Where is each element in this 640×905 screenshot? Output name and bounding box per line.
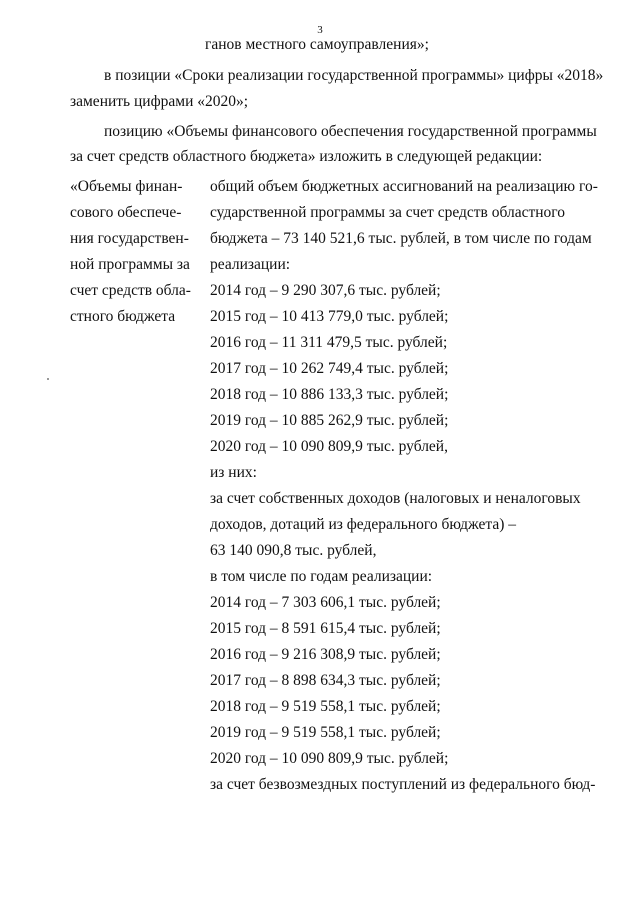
value-line: 2019 год – 10 885 262,9 тыс. рублей;	[210, 412, 449, 429]
position-label-line: ния государствен-	[70, 230, 189, 247]
intro-line-5: за счет средств областного бюджета» изложить в следующей редакции:	[70, 148, 543, 165]
value-line: доходов, дотаций из федерального бюджета) –	[210, 516, 517, 533]
value-line: сударственной программы за счет средств областного	[210, 204, 566, 221]
position-label-line: стного бюджета	[70, 308, 176, 325]
value-line: 2018 год – 9 519 558,1 тыс. рублей;	[210, 698, 441, 715]
value-line: 2014 год – 7 303 606,1 тыс. рублей;	[210, 594, 441, 611]
intro-line-2: в позиции «Сроки реализации государственной программы» цифры «2018»	[104, 67, 604, 84]
position-label-line: ной программы за	[70, 256, 190, 273]
value-line: 2019 год – 9 519 558,1 тыс. рублей;	[210, 724, 441, 741]
value-line: 2014 год – 9 290 307,6 тыс. рублей;	[210, 282, 441, 299]
value-line: 2017 год – 8 898 634,3 тыс. рублей;	[210, 672, 441, 689]
position-label-cell	[70, 177, 200, 333]
value-line: общий объем бюджетных ассигнований на реализацию го-	[210, 178, 598, 195]
page-number: 3	[317, 24, 323, 36]
value-line: 2018 год – 10 886 133,3 тыс. рублей;	[210, 386, 449, 403]
value-line: 63 140 090,8 тыс. рублей,	[210, 542, 377, 559]
value-line: бюджета – 73 140 521,6 тыс. рублей, в том числе по годам	[210, 230, 592, 247]
value-line: реализации:	[210, 256, 291, 273]
value-line: 2020 год – 10 090 809,9 тыс. рублей,	[210, 438, 448, 455]
position-label-line: счет средств обла-	[70, 282, 191, 299]
value-line: за счет безвозмездных поступлений из федерального бюд-	[210, 776, 596, 793]
scan-speck	[47, 378, 49, 380]
value-line: 2020 год – 10 090 809,9 тыс. рублей;	[210, 750, 449, 767]
intro-line-4: позицию «Объемы финансового обеспечения государственной программы	[104, 123, 597, 140]
position-label-line: «Объемы финан-	[70, 178, 183, 195]
value-line: 2016 год – 9 216 308,9 тыс. рублей;	[210, 646, 441, 663]
value-line: из них:	[210, 464, 257, 481]
value-line: 2016 год – 11 311 479,5 тыс. рублей;	[210, 334, 448, 351]
value-line: 2017 год – 10 262 749,4 тыс. рублей;	[210, 360, 449, 377]
position-label-line: сового обеспече-	[70, 204, 182, 221]
position-value-cell	[210, 177, 600, 801]
value-line: 2015 год – 8 591 615,4 тыс. рублей;	[210, 620, 441, 637]
value-line: 2015 год – 10 413 779,0 тыс. рублей;	[210, 308, 449, 325]
intro-line-1: ганов местного самоуправления»;	[205, 36, 429, 53]
intro-line-3: заменить цифрами «2020»;	[70, 93, 249, 110]
value-line: за счет собственных доходов (налоговых и неналоговых	[210, 490, 581, 507]
value-line: в том числе по годам реализации:	[210, 568, 433, 585]
